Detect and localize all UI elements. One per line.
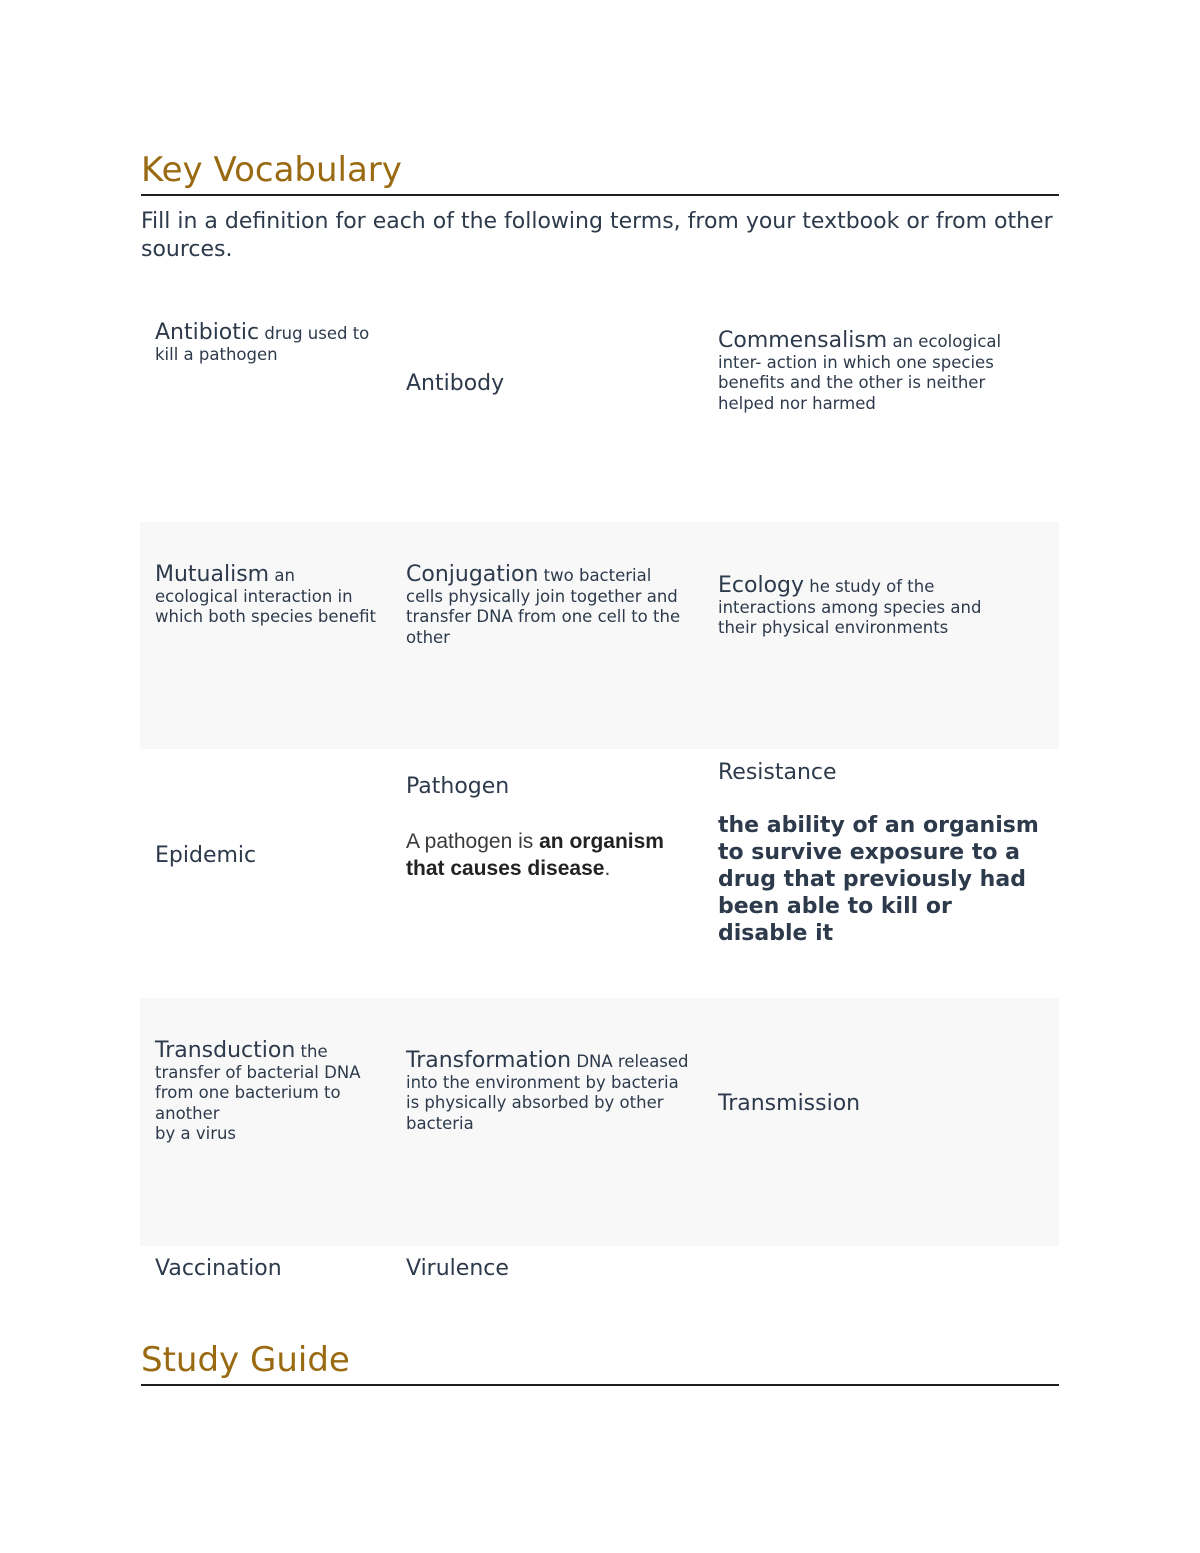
term-commensalism: Commensalism <box>718 328 888 353</box>
term-conjugation: Conjugation <box>406 562 539 587</box>
pathogen-def-end: . <box>604 856 611 880</box>
vocab-cell-transduction <box>155 1038 380 1145</box>
definition-ecology: he study of the interactions among species and their physical environments <box>718 577 982 637</box>
study-guide-heading: Study Guide <box>141 1340 1059 1386</box>
term-antibiotic: Antibiotic <box>155 320 260 345</box>
vocab-cell-pathogen <box>406 774 686 882</box>
definition-mutualism: an ecological interaction in which both species benefit <box>155 566 377 626</box>
definition-pathogen <box>406 828 686 882</box>
vocab-cell-vaccination <box>155 1256 375 1281</box>
term-epidemic: Epidemic <box>155 843 257 868</box>
instructions-text: Fill in a definition for each of the following terms, from your textbook or from other sources. <box>141 209 1053 262</box>
vocab-cell-commensalism <box>718 328 1038 414</box>
vocab-cell-resistance <box>718 760 1043 947</box>
key-vocabulary-heading: Key Vocabulary <box>141 150 1059 196</box>
vocab-cell-conjugation <box>406 562 691 648</box>
definition-resistance: the ability of an organism to survive exposure to a drug that previously had been able to kill or disable it <box>718 812 1039 946</box>
term-pathogen: Pathogen <box>406 774 510 799</box>
vocab-cell-epidemic <box>155 843 375 868</box>
definition-transduction: the transfer of bacterial DNA from one bacterium to another <box>155 1042 361 1123</box>
term-transformation: Transformation <box>406 1048 572 1073</box>
pathogen-def-lead: A pathogen is <box>406 829 540 853</box>
term-antibody: Antibody <box>406 371 505 396</box>
definition-transduction-cont: by a virus <box>155 1124 237 1143</box>
vocab-cell-antibody <box>406 371 686 396</box>
term-transmission: Transmission <box>718 1091 861 1116</box>
vocab-cell-antibiotic <box>155 320 375 365</box>
vocab-cell-transformation <box>406 1048 691 1134</box>
vocab-cell-mutualism <box>155 562 380 628</box>
pathogen-def-bold: an organism that causes disease <box>406 829 664 880</box>
term-vaccination: Vaccination <box>155 1256 282 1281</box>
term-virulence: Virulence <box>406 1256 509 1281</box>
definition-transformation: DNA released into the environment by bacteria is physically absorbed by other bacteria <box>406 1052 689 1133</box>
term-transduction: Transduction <box>155 1038 296 1063</box>
vocab-cell-ecology <box>718 573 1018 639</box>
vocab-cell-transmission <box>718 1091 1018 1116</box>
definition-commensalism: an ecological inter- action in which one species benefits and the other is neither helped nor harmed <box>718 332 1002 413</box>
term-resistance: Resistance <box>718 760 837 785</box>
definition-antibiotic: drug used to kill a pathogen <box>155 324 370 364</box>
term-ecology: Ecology <box>718 573 805 598</box>
definition-conjugation: two bacterial cells physically join together and transfer DNA from one cell to the other <box>406 566 681 647</box>
term-mutualism: Mutualism <box>155 562 270 587</box>
vocab-cell-virulence <box>406 1256 686 1281</box>
